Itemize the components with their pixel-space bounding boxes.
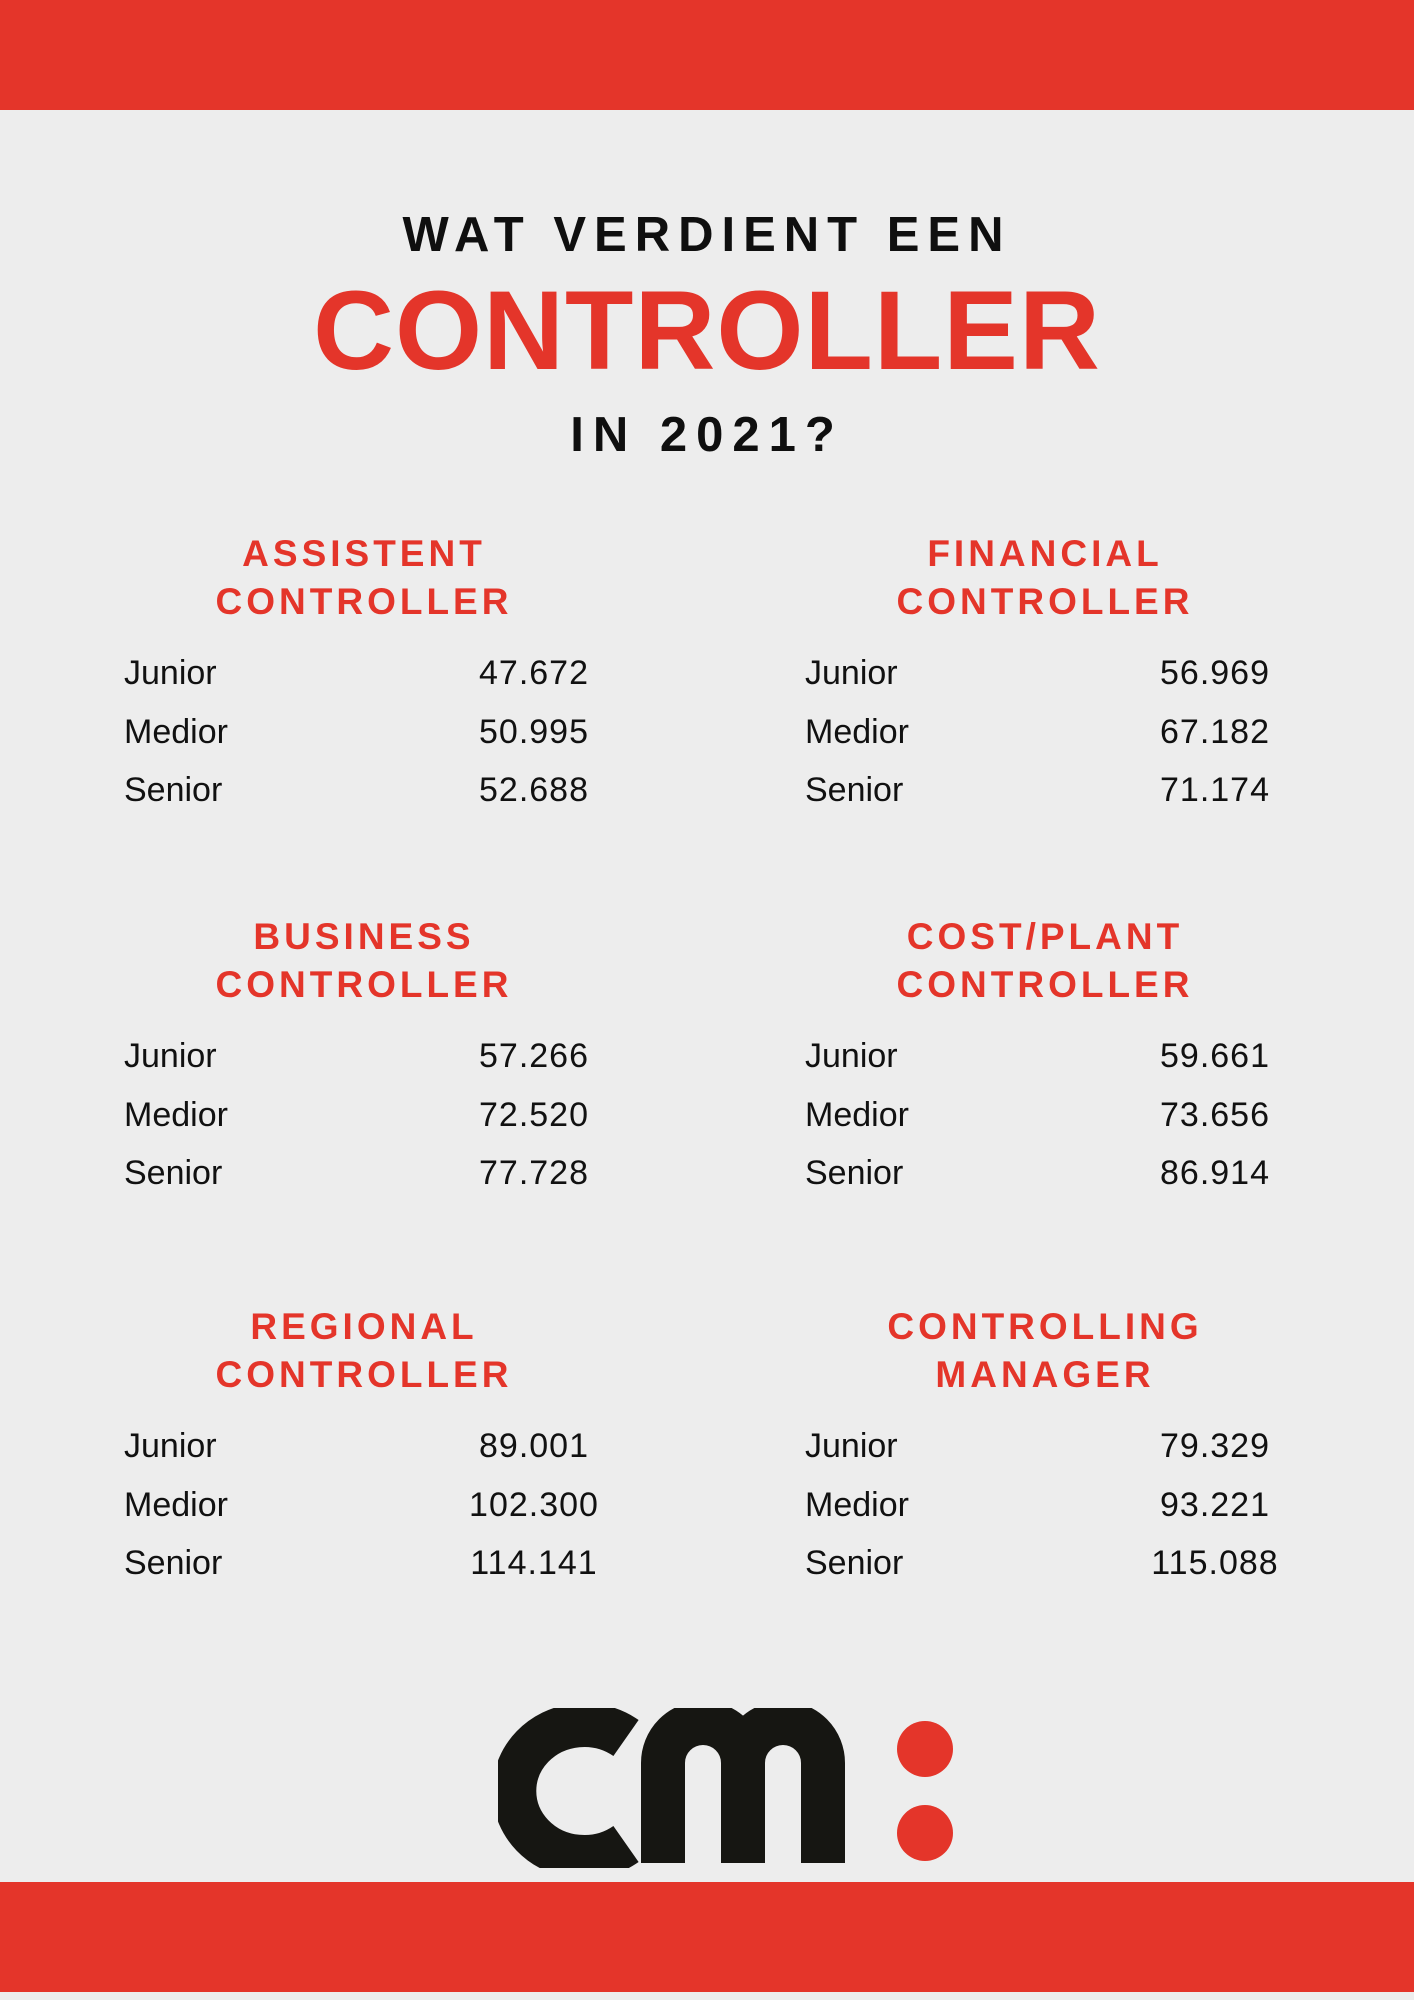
block-title-line2: CONTROLLER — [215, 581, 513, 622]
block-title-line1: CONTROLLING — [887, 1306, 1203, 1347]
salary-value: 52.688 — [479, 771, 589, 809]
headline-year: IN 2021? — [570, 408, 844, 462]
logo-dot-bottom — [897, 1805, 953, 1861]
salary-row-senior — [805, 765, 1405, 815]
salary-value: 59.661 — [1160, 1037, 1270, 1075]
level-label: Medior — [805, 713, 909, 751]
bottom-band — [0, 1882, 1414, 1992]
salary-row-junior — [124, 1421, 724, 1471]
level-label: Senior — [124, 1544, 223, 1582]
level-label: Junior — [805, 1427, 898, 1465]
salary-value: 56.969 — [1160, 654, 1270, 692]
headline-title: CONTROLLER — [313, 268, 1101, 393]
salary-value: 71.174 — [1160, 771, 1270, 809]
level-label: Medior — [805, 1096, 909, 1134]
level-label: Junior — [124, 1037, 217, 1075]
level-label: Junior — [124, 654, 217, 692]
block-title — [805, 530, 1285, 626]
salary-row-junior — [805, 1031, 1405, 1081]
logo-letter-c — [514, 1725, 626, 1857]
logo-dot-top — [897, 1721, 953, 1777]
headline-intro: WAT VERDIENT EEN — [402, 208, 1012, 262]
salary-value: 73.656 — [1160, 1096, 1270, 1134]
block-title — [124, 1303, 604, 1399]
level-label: Senior — [805, 771, 904, 809]
salary-value: 79.329 — [1160, 1427, 1270, 1465]
salary-row-medior — [124, 707, 724, 757]
top-band — [0, 0, 1414, 110]
salary-row-medior — [805, 707, 1405, 757]
salary-value: 86.914 — [1160, 1154, 1270, 1192]
level-label: Senior — [124, 771, 223, 809]
salary-row-junior — [124, 1031, 724, 1081]
salary-row-senior — [124, 1538, 724, 1588]
level-label: Senior — [805, 1154, 904, 1192]
block-title-line1: COST/PLANT — [906, 916, 1184, 957]
level-label: Medior — [124, 1486, 228, 1524]
cm-logo — [498, 1708, 958, 1868]
block-title-line1: REGIONAL — [250, 1306, 478, 1347]
salary-value: 89.001 — [479, 1427, 589, 1465]
salary-row-senior — [805, 1538, 1405, 1588]
logo-letter-m — [663, 1723, 823, 1863]
salary-row-medior — [124, 1090, 724, 1140]
salary-value: 67.182 — [1160, 713, 1270, 751]
level-label: Medior — [124, 1096, 228, 1134]
level-label: Junior — [805, 654, 898, 692]
block-title — [124, 913, 604, 1009]
salary-value: 93.221 — [1160, 1486, 1270, 1524]
salary-value: 50.995 — [479, 713, 589, 751]
salary-value: 102.300 — [469, 1486, 599, 1524]
block-title-line2: MANAGER — [935, 1354, 1155, 1395]
level-label: Junior — [805, 1037, 898, 1075]
level-label: Senior — [805, 1544, 904, 1582]
salary-value: 115.088 — [1151, 1544, 1279, 1582]
level-label: Junior — [124, 1427, 217, 1465]
salary-row-junior — [124, 648, 724, 698]
salary-row-medior — [805, 1090, 1405, 1140]
salary-row-senior — [124, 765, 724, 815]
level-label: Medior — [124, 713, 228, 751]
block-title — [124, 530, 604, 626]
block-title-line2: CONTROLLER — [215, 964, 513, 1005]
salary-value: 72.520 — [479, 1096, 589, 1134]
salary-row-junior — [805, 1421, 1405, 1471]
salary-value: 57.266 — [479, 1037, 589, 1075]
block-title-line2: CONTROLLER — [215, 1354, 513, 1395]
block-title-line2: CONTROLLER — [896, 581, 1194, 622]
block-title — [805, 913, 1285, 1009]
block-title — [805, 1303, 1285, 1399]
block-title-line1: BUSINESS — [253, 916, 475, 957]
salary-row-junior — [805, 648, 1405, 698]
salary-row-medior — [805, 1480, 1405, 1530]
salary-row-senior — [805, 1148, 1405, 1198]
block-title-line1: FINANCIAL — [927, 533, 1163, 574]
salary-value: 114.141 — [470, 1544, 598, 1582]
salary-row-senior — [124, 1148, 724, 1198]
salary-value: 47.672 — [479, 654, 589, 692]
level-label: Senior — [124, 1154, 223, 1192]
block-title-line1: ASSISTENT — [242, 533, 486, 574]
level-label: Medior — [805, 1486, 909, 1524]
salary-value: 77.728 — [479, 1154, 589, 1192]
block-title-line2: CONTROLLER — [896, 964, 1194, 1005]
salary-row-medior — [124, 1480, 724, 1530]
